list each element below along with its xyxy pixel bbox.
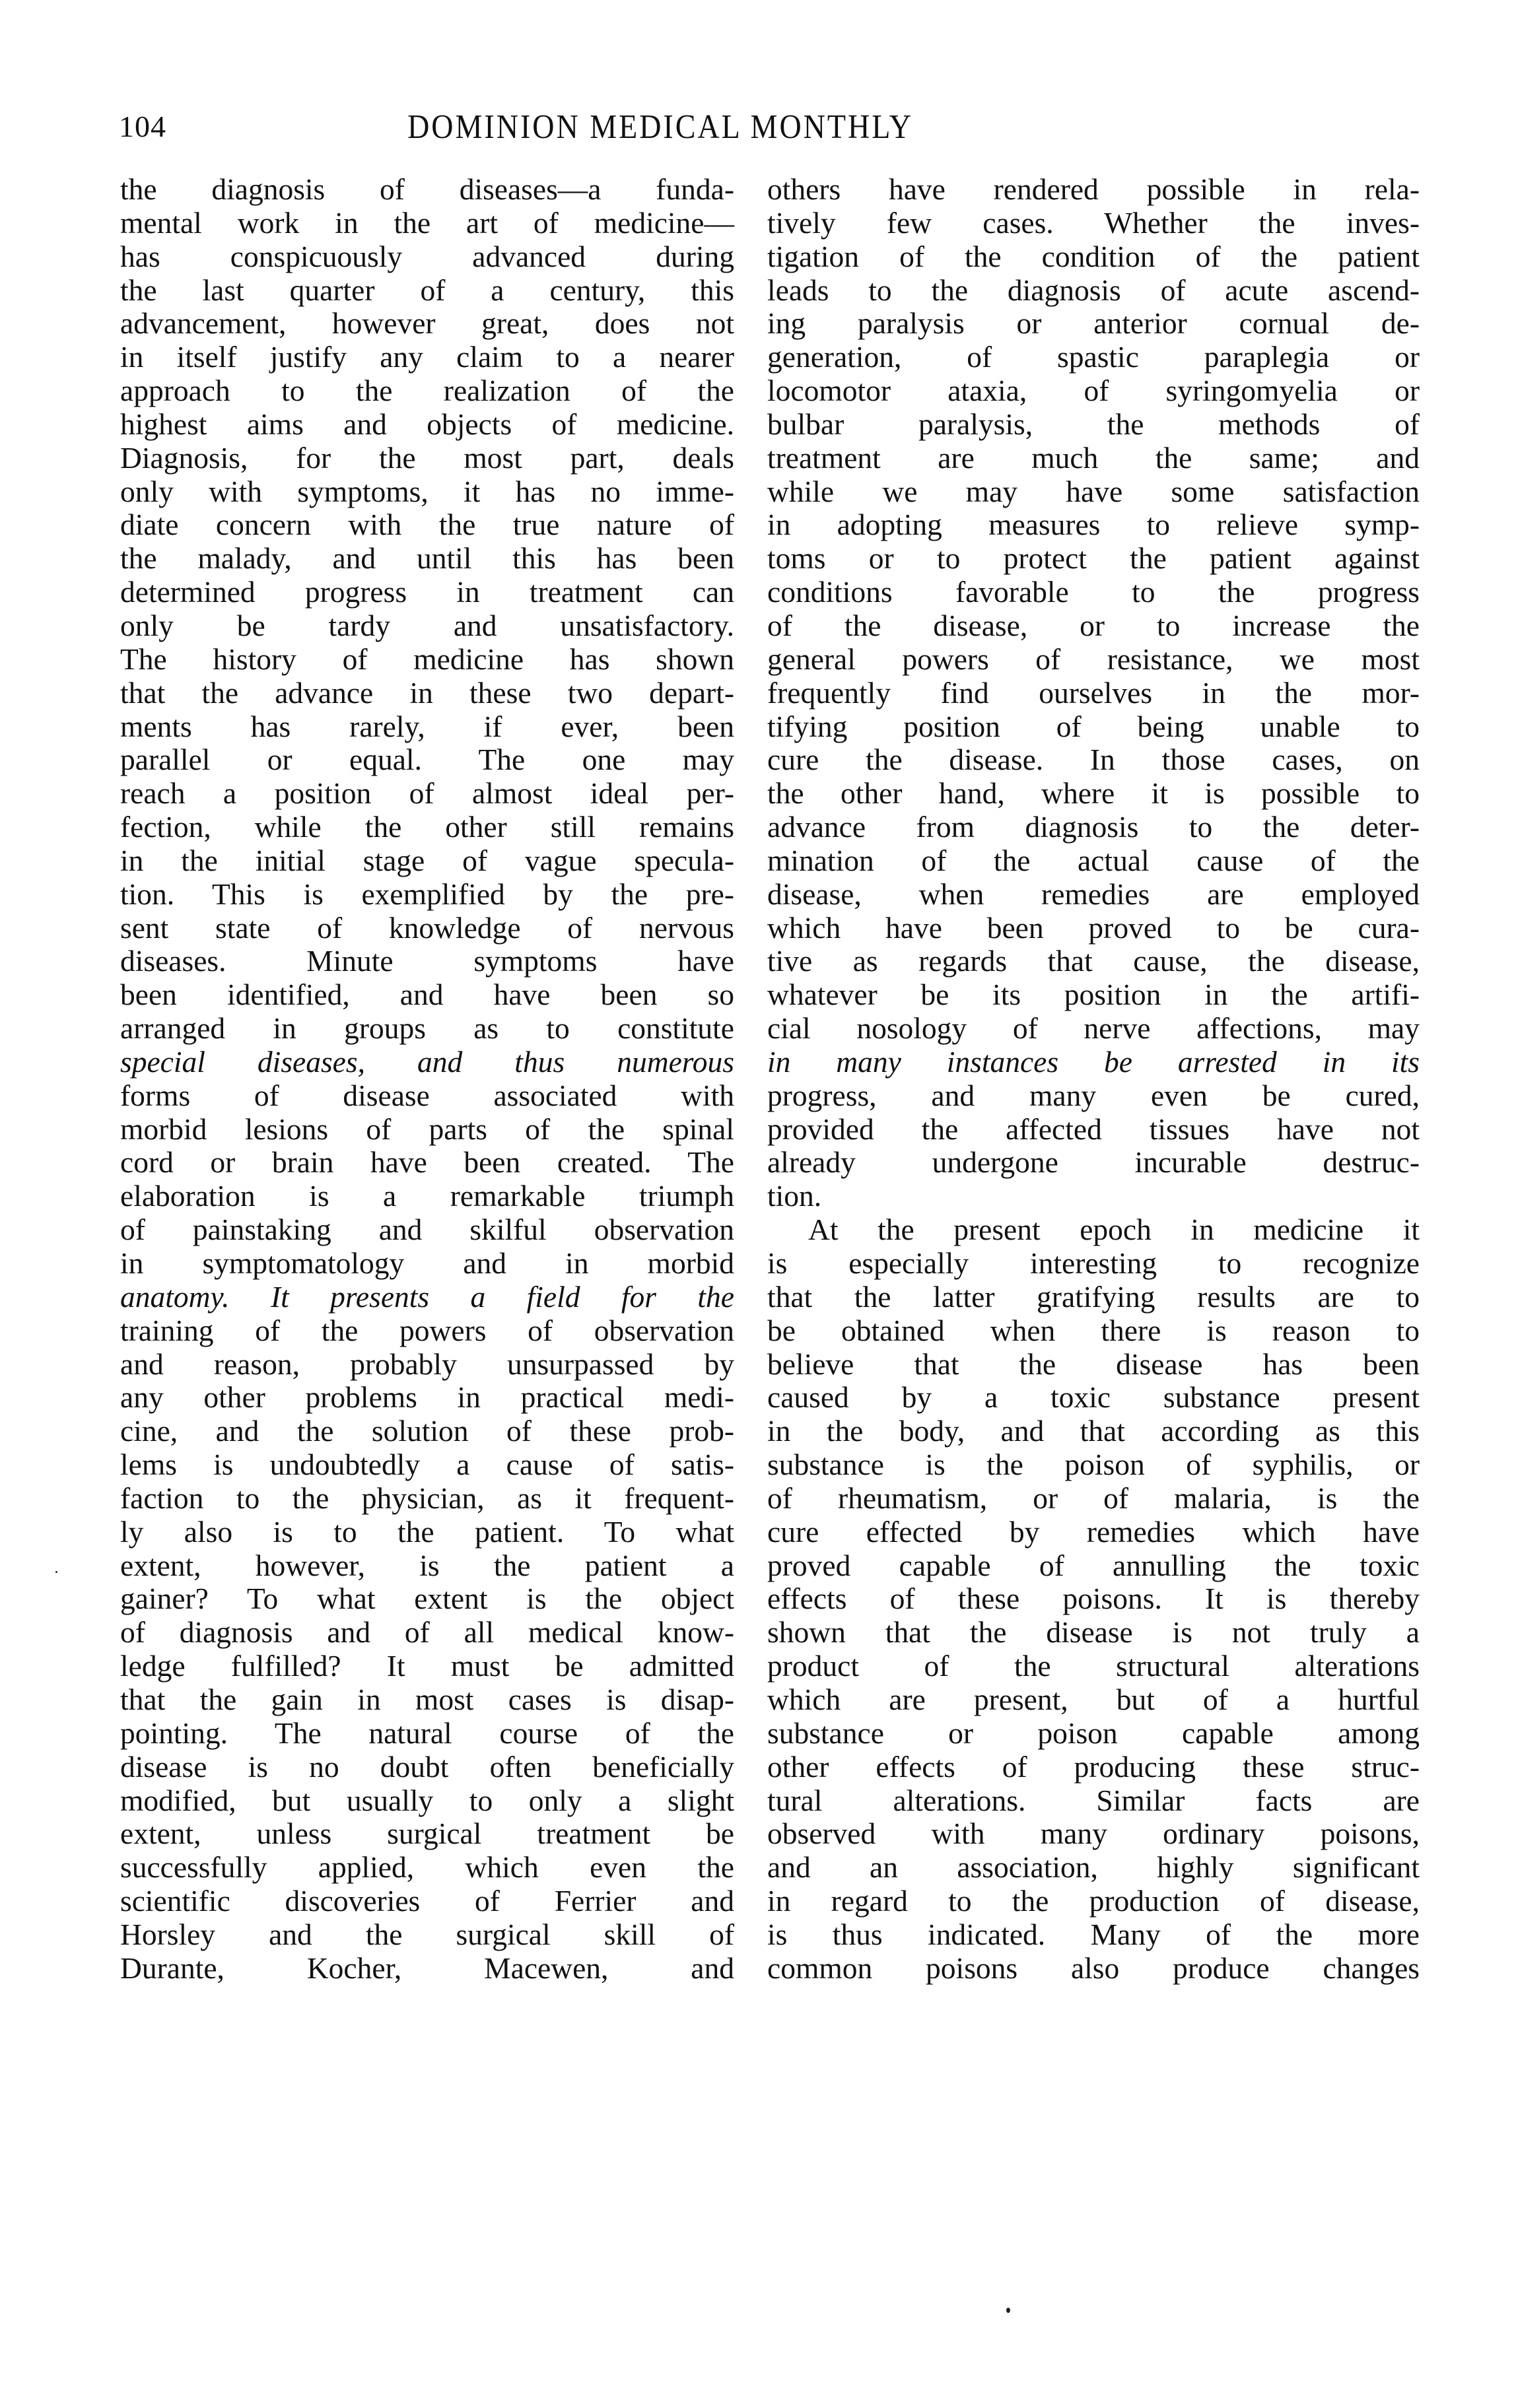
text-line: in adopting measures to relieve symp-	[767, 508, 1420, 542]
text-line: toms or to protect the patient against	[767, 541, 1420, 576]
text-line: tural alterations. Similar facts are	[767, 1783, 1420, 1817]
text-line: diseases. Minute symptoms have	[120, 944, 734, 978]
text-line: has conspicuously advanced during	[120, 239, 734, 273]
text-line: disease, when remedies are employed	[767, 877, 1420, 911]
text-line: determined progress in treatment can	[120, 575, 734, 609]
text-line: tifying position of being unable to	[767, 709, 1420, 743]
text-line: highest aims and objects of medicine.	[120, 407, 734, 441]
text-line: observed with many ordinary poisons,	[767, 1817, 1420, 1851]
text-line: cial nosology of nerve affections, may	[767, 1011, 1420, 1046]
text-line: cord or brain have been created. The	[120, 1145, 734, 1180]
running-title: DOMINION MEDICAL MONTHLY	[407, 107, 913, 146]
text-line: and an association, highly significant	[767, 1850, 1420, 1885]
text-line: ly also is to the patient. To what	[120, 1514, 734, 1549]
text-line: and reason, probably unsurpassed by	[120, 1347, 734, 1381]
text-line: The history of medicine has shown	[120, 642, 734, 676]
text-line: tively few cases. Whether the inves-	[767, 205, 1420, 240]
text-line: substance is the poison of syphilis, or	[767, 1448, 1420, 1482]
text-line: effects of these poisons. It is thereby	[767, 1582, 1420, 1616]
text-line-italic: special diseases, and thus numerous	[120, 1044, 734, 1079]
text-line: mination of the actual cause of the	[767, 843, 1420, 877]
text-line: is especially interesting to recognize	[767, 1246, 1420, 1280]
text-line: the other hand, where it is possible to	[767, 776, 1420, 811]
text-line: advancement, however great, does not	[120, 306, 734, 341]
text-line: ledge fulfilled? It must be admitted	[120, 1649, 734, 1683]
text-line: of diagnosis and of all medical know-	[120, 1615, 734, 1650]
text-line: advance from diagnosis to the deter-	[767, 810, 1420, 844]
text-line: common poisons also produce changes	[767, 1951, 1420, 1985]
text-line: of the disease, or to increase the	[767, 608, 1420, 642]
text-line: that the gain in most cases is disap-	[120, 1682, 734, 1716]
text-line: extent, however, is the patient a	[120, 1548, 734, 1582]
text-line: Diagnosis, for the most part, deals	[120, 440, 734, 475]
text-line: in itself justify any claim to a nearer	[120, 340, 734, 374]
text-line: is thus indicated. Many of the more	[767, 1917, 1420, 1951]
text-line: progress, and many even be cured,	[767, 1078, 1420, 1112]
text-line: generation, of spastic paraplegia or	[767, 340, 1420, 374]
text-line: Durante, Kocher, Macewen, and	[120, 1951, 734, 1985]
text-line: modified, but usually to only a slight	[120, 1783, 734, 1817]
page-header	[119, 109, 1420, 149]
text-line: any other problems in practical medi-	[120, 1380, 734, 1415]
text-line: while we may have some satisfaction	[767, 474, 1420, 508]
text-line: extent, unless surgical treatment be	[120, 1817, 734, 1851]
text-line: fection, while the other still remains	[120, 810, 734, 844]
text-line-italic: anatomy. It presents a field for the	[120, 1279, 734, 1314]
text-line: been identified, and have been so	[120, 978, 734, 1012]
text-line: ing paralysis or anterior cornual de-	[767, 306, 1420, 341]
text-line: cure effected by remedies which have	[767, 1514, 1420, 1549]
paragraph-start-line: At the present epoch in medicine it	[808, 1213, 1420, 1247]
text-line: diate concern with the true nature of	[120, 508, 734, 542]
text-line: conditions favorable to the progress	[767, 575, 1420, 609]
text-line: bulbar paralysis, the methods of	[767, 407, 1420, 441]
text-line: product of the structural alterations	[767, 1649, 1420, 1683]
text-line: gainer? To what extent is the object	[120, 1582, 734, 1616]
scan-speck	[1006, 2308, 1010, 2313]
text-line: shown that the disease is not truly a	[767, 1615, 1420, 1650]
text-line: treatment are much the same; and	[767, 440, 1420, 475]
text-line: parallel or equal. The one may	[120, 743, 734, 777]
text-line: already undergone incurable destruc-	[767, 1145, 1420, 1180]
text-line: others have rendered possible in rela-	[767, 172, 1420, 206]
paragraph-end-line: tion.	[767, 1179, 822, 1213]
text-line: the diagnosis of diseases—a funda-	[120, 172, 734, 206]
text-line: faction to the physician, as it frequent-	[120, 1481, 734, 1515]
text-line: disease is no doubt often beneficially	[120, 1749, 734, 1784]
text-line: provided the affected tissues have not	[767, 1112, 1420, 1146]
text-line: cine, and the solution of these prob-	[120, 1414, 734, 1448]
text-line: that the advance in these two depart-	[120, 675, 734, 710]
text-line: that the latter gratifying results are to	[767, 1279, 1420, 1314]
text-line: successfully applied, which even the	[120, 1850, 734, 1885]
text-line: in symptomatology and in morbid	[120, 1246, 734, 1280]
text-line: which are present, but of a hurtful	[767, 1682, 1420, 1716]
text-line-italic: in many instances be arrested in its	[767, 1044, 1420, 1079]
text-line: in the body, and that according as this	[767, 1414, 1420, 1448]
text-line: in regard to the production of disease,	[767, 1884, 1420, 1918]
text-line: of painstaking and skilful observation	[120, 1213, 734, 1247]
text-line: tion. This is exemplified by the pre-	[120, 877, 734, 911]
text-line: Horsley and the surgical skill of	[120, 1917, 734, 1951]
text-line: lems is undoubtedly a cause of satis-	[120, 1448, 734, 1482]
text-line: only with symptoms, it has no imme-	[120, 474, 734, 508]
page-number: 104	[119, 110, 166, 143]
text-line: locomotor ataxia, of syringomyelia or	[767, 374, 1420, 408]
text-line: believe that the disease has been	[767, 1347, 1420, 1381]
text-line: the malady, and until this has been	[120, 541, 734, 576]
text-line: mental work in the art of medicine—	[120, 205, 734, 240]
text-line: scientific discoveries of Ferrier and	[120, 1884, 734, 1918]
text-line: reach a position of almost ideal per-	[120, 776, 734, 811]
text-line: cure the disease. In those cases, on	[767, 743, 1420, 777]
text-line: leads to the diagnosis of acute ascend-	[767, 273, 1420, 307]
text-line: pointing. The natural course of the	[120, 1716, 734, 1750]
text-line: in the initial stage of vague specula-	[120, 843, 734, 877]
text-line: whatever be its position in the artifi-	[767, 978, 1420, 1012]
text-line: general powers of resistance, we most	[767, 642, 1420, 676]
text-line: ments has rarely, if ever, been	[120, 709, 734, 743]
text-line: proved capable of annulling the toxic	[767, 1548, 1420, 1582]
text-line: other effects of producing these struc-	[767, 1749, 1420, 1784]
scan-speck	[55, 1571, 57, 1573]
text-line: the last quarter of a century, this	[120, 273, 734, 307]
text-line: arranged in groups as to constitute	[120, 1011, 734, 1046]
text-line: caused by a toxic substance present	[767, 1380, 1420, 1415]
text-line: frequently find ourselves in the mor-	[767, 675, 1420, 710]
text-line: only be tardy and unsatisfactory.	[120, 608, 734, 642]
right-column	[767, 173, 1420, 1986]
text-line: substance or poison capable among	[767, 1716, 1420, 1750]
text-line: forms of disease associated with	[120, 1078, 734, 1112]
text-line: morbid lesions of parts of the spinal	[120, 1112, 734, 1146]
text-line: elaboration is a remarkable triumph	[120, 1179, 734, 1213]
text-line: training of the powers of observation	[120, 1313, 734, 1347]
text-line: of rheumatism, or of malaria, is the	[767, 1481, 1420, 1515]
text-line: tigation of the condition of the patient	[767, 239, 1420, 273]
text-line: approach to the realization of the	[120, 374, 734, 408]
text-line: which have been proved to be cura-	[767, 910, 1420, 945]
text-line: tive as regards that cause, the disease,	[767, 944, 1420, 978]
left-column	[120, 173, 734, 1986]
text-line: be obtained when there is reason to	[767, 1313, 1420, 1347]
text-line: sent state of knowledge of nervous	[120, 910, 734, 945]
